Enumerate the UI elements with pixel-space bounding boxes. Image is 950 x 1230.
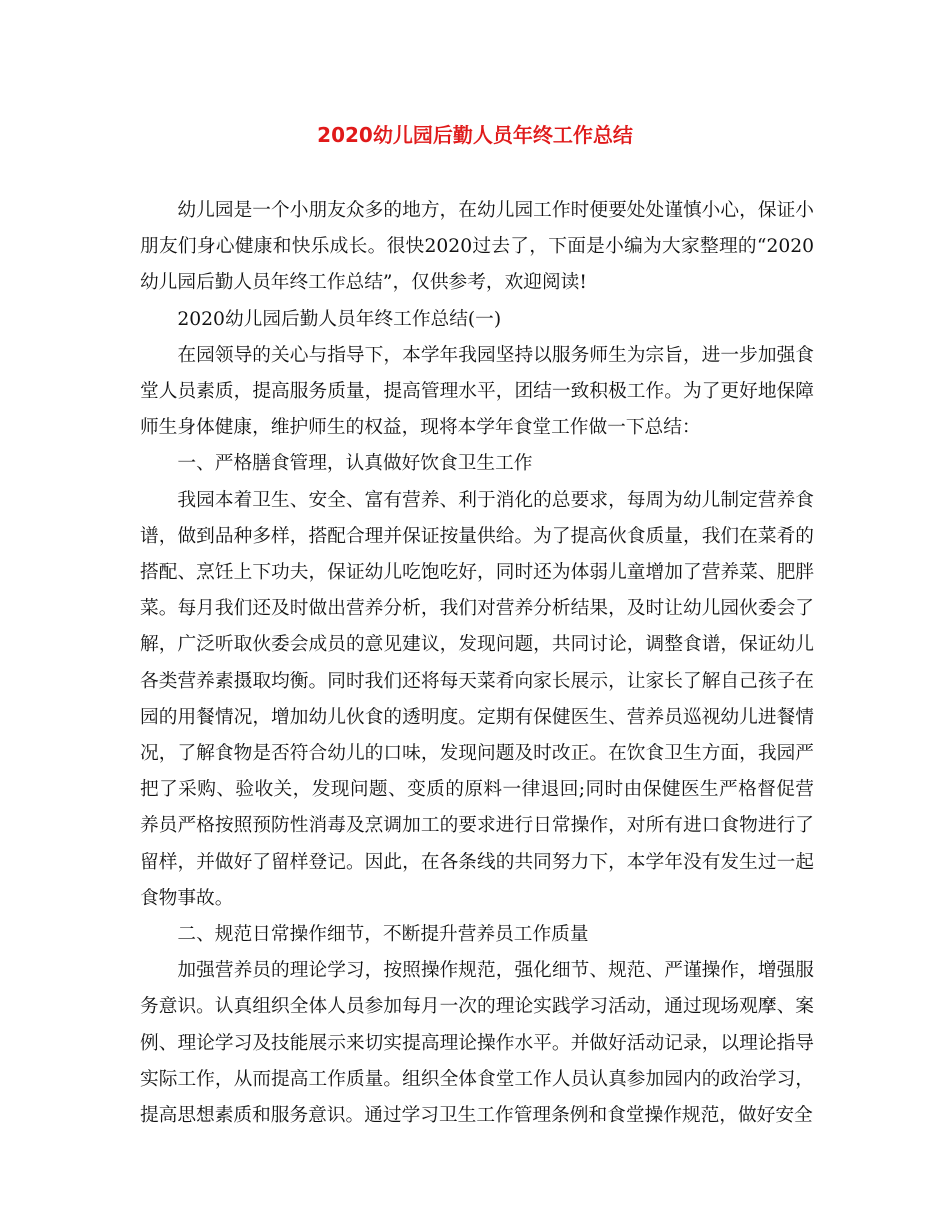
intro-paragraph: 幼儿园是一个小朋友众多的地方，在幼儿园工作时便要处处谨慎小心，保证小朋友们身心健康和快乐成长。很快2020过去了，下面是小编为大家整理的“2020幼儿园后勤人员年终工作总结”，仅供参考，欢迎阅读! bbox=[140, 200, 814, 294]
daily-operations-paragraph: 加强营养员的理论学习，按照操作规范，强化细节、规范、严谨操作，增强服务意识。认真组织全体人员参加每月一次的理论实践学习活动，通过现场观摩、案例、理论学习及技能展示来切实提高理论操作水平。并做好活动记录，以理论指导实际工作，从而提高工作质量。组织全体食堂工作人员认真参加园内的政治学习，提高思想素质和服务意识。通过学习卫生工作管理条例和食堂操作规范，做好安全 bbox=[140, 960, 814, 1127]
subheading-daily-operations: 二、规范日常操作细节，不断提升营养员工作质量 bbox=[177, 924, 589, 946]
diet-management-paragraph: 我园本着卫生、安全、富有营养、利于消化的总要求，每周为幼儿制定营养食谱，做到品种多样，搭配合理并保证按量供给。为了提高伙食质量，我们在菜肴的搭配、烹饪上下功夫，保证幼儿吃饱吃好，同时还为体弱儿童增加了营养菜、肥胖菜。每月我们还及时做出营养分析，我们对营养分析结果，及时让幼儿园伙委会了解，广泛听取伙委会成员的意见建议，发现问题，共同讨论，调整食谱，保证幼儿各类营养素摄取均衡。同时我们还将每天菜肴向家长展示，让家长了解自己孩子在园的用餐情况，增加幼儿伙食的透明度。定期有保健医生、营养员巡视幼儿进餐情况，了解食物是否符合幼儿的口味，发现问题及时改正。在饮食卫生方面，我园严把了采购、验收关，发现问题、变质的原料一律退回;同时由保健医生严格督促营养员严格按照预防性消毒及烹调加工的要求进行日常操作，对所有进口食物进行了留样，并做好了留样登记。因此，在各条线的共同努力下，本学年没有发生过一起食物事故。 bbox=[140, 489, 814, 909]
opening-paragraph: 在园领导的关心与指导下，本学年我园坚持以服务师生为宗旨，进一步加强食堂人员素质，提高服务质量，提高管理水平，团结一致积极工作。为了更好地保障师生身体健康，维护师生的权益，现将本学年食堂工作做一下总结： bbox=[140, 344, 814, 439]
section-heading-part-one: 2020幼儿园后勤人员年终工作总结(一) bbox=[177, 308, 502, 330]
document-body bbox=[140, 193, 814, 1134]
subheading-diet-management: 一、严格膳食管理，认真做好饮食卫生工作 bbox=[177, 453, 533, 475]
document-title: 2020幼儿园后勤人员年终工作总结 bbox=[317, 123, 633, 147]
